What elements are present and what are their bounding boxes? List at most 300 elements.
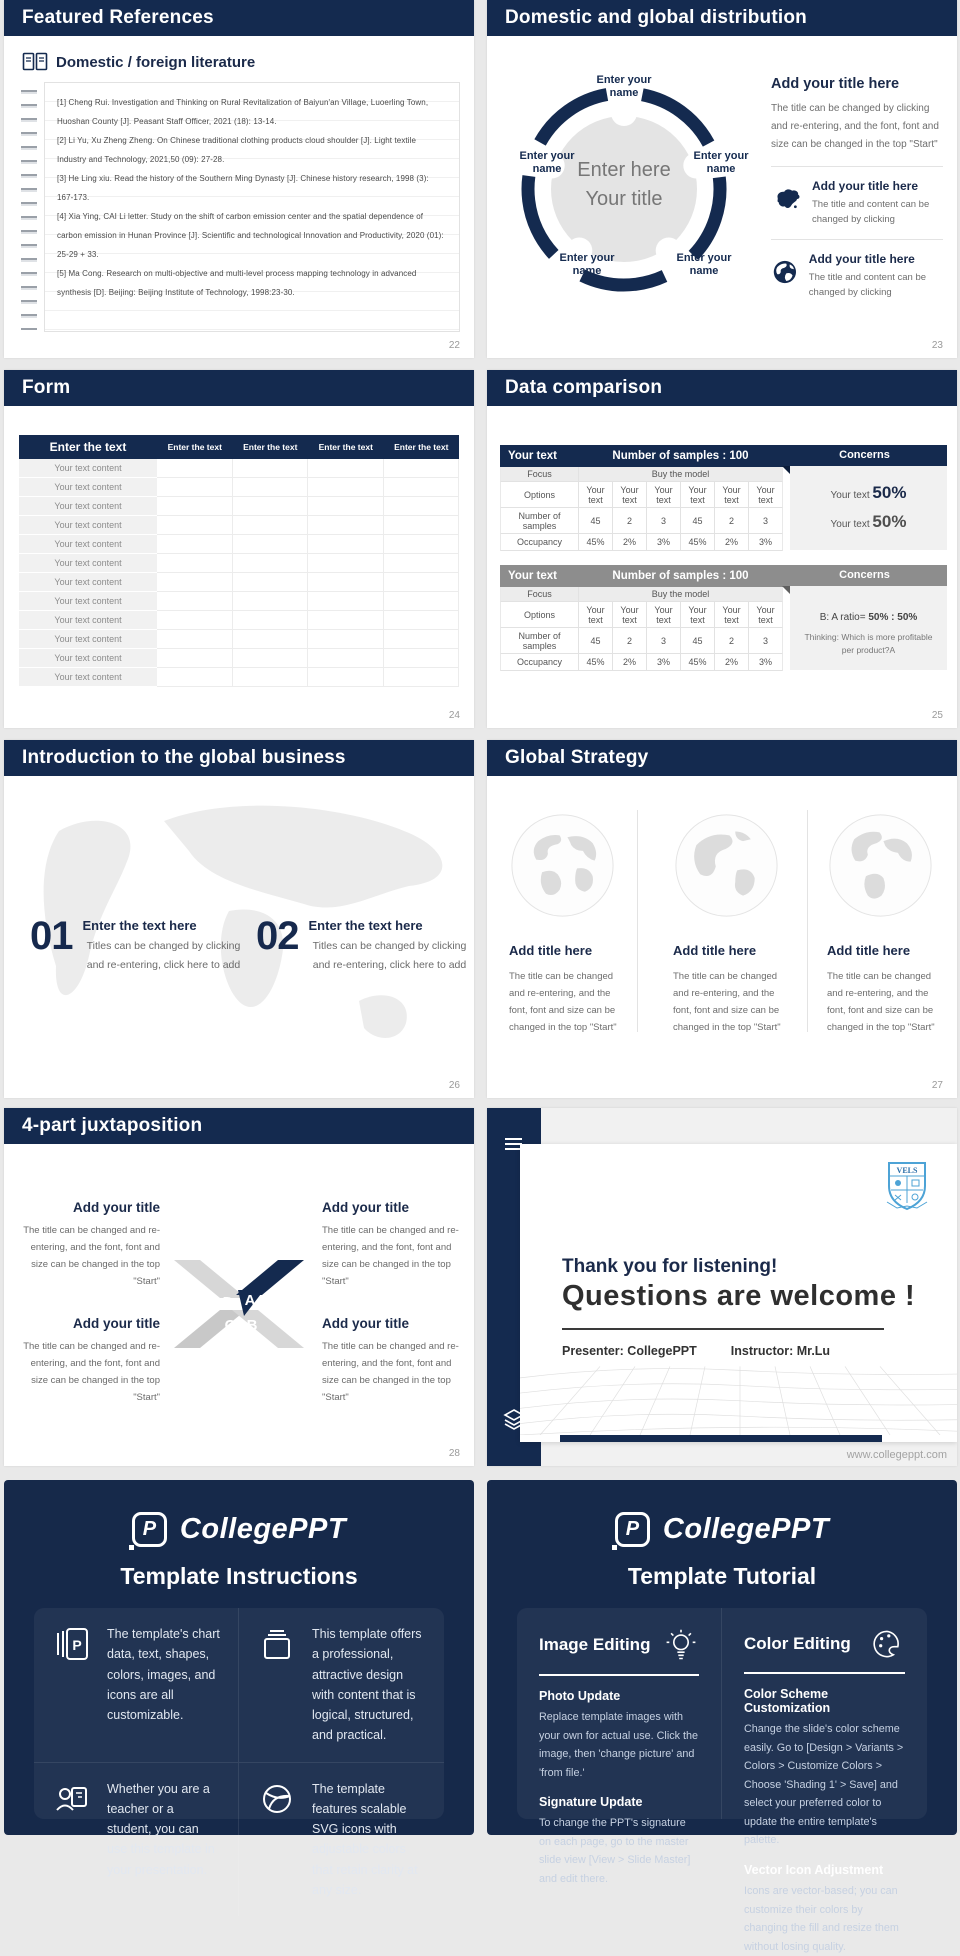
references-box — [44, 82, 460, 332]
thanks-line: Thank you for listening! — [562, 1256, 778, 1277]
tip-body: Replace template images with your own for actual use. Click the image, then 'change picture' and 'from file.' — [539, 1711, 699, 1779]
row-label-cell: Your text content — [19, 554, 157, 573]
table-row — [500, 628, 783, 654]
item-body: Titles can be changed by clicking and re-entering, click here to add — [312, 940, 467, 971]
table-row — [500, 508, 783, 534]
block-body: The title can be changed and re-entering, and the font, font and size can be changed in the top "Start" — [322, 1341, 459, 1403]
globe-icon — [827, 812, 934, 919]
empty-cell — [308, 649, 384, 668]
title-card — [520, 1144, 957, 1442]
empty-cell — [157, 478, 233, 497]
row-label-cell: Your text content — [19, 611, 157, 630]
row-label-cell: Your text content — [19, 535, 157, 554]
table-row — [19, 478, 459, 497]
cell: Your text — [756, 484, 775, 505]
table-row — [19, 630, 459, 649]
empty-cell — [157, 592, 233, 611]
concerns-header: Concerns — [782, 445, 947, 466]
brand-college: College — [179, 1513, 289, 1545]
row-label-cell: Your text content — [19, 459, 157, 478]
table-row — [19, 573, 459, 592]
teacher-icon — [52, 1779, 92, 1819]
brand-ppt: PPT — [288, 1513, 347, 1545]
quadrant-letter: C — [224, 1317, 236, 1334]
cell: Your text — [613, 602, 647, 627]
empty-cell — [233, 459, 309, 478]
x-ribbon-graphic — [172, 1258, 306, 1350]
strategy-column — [651, 812, 801, 1036]
diagram-label: Enter your name — [519, 150, 575, 175]
tip-title: Color Scheme Customization — [744, 1687, 831, 1715]
cell: 2 — [613, 508, 647, 533]
cell: 45% — [681, 654, 715, 670]
block-heading: Add your title — [73, 1200, 160, 1215]
slide-title-bar — [4, 1108, 474, 1144]
empty-cell — [157, 649, 233, 668]
block-heading: Add your title — [73, 1316, 160, 1331]
feature-cards — [34, 1608, 444, 1897]
bulb-icon — [663, 1626, 699, 1664]
tip-body: Icons are vector-based; you can customize their colors by changing the fill and resize them without losing quality. — [744, 1884, 899, 1953]
concerns-header: Concerns — [782, 565, 947, 586]
underline-rule — [744, 1672, 905, 1674]
block-body: The title can be changed and re-entering, and the font, font and size can be changed in the top "Start" — [23, 1225, 160, 1287]
cell: 3% — [647, 654, 681, 670]
panel-template-instructions — [4, 1480, 474, 1897]
ribbon-fold — [782, 466, 790, 474]
text-block — [18, 1316, 160, 1406]
empty-cell — [384, 592, 460, 611]
empty-cell — [308, 592, 384, 611]
cell: Buy the model — [651, 589, 710, 599]
concern-label: Your text — [830, 490, 870, 501]
concerns-body — [790, 586, 947, 670]
globe-icon — [771, 252, 799, 292]
strategy-column — [805, 812, 955, 1036]
cell: Your text — [647, 602, 681, 627]
school-badge — [885, 1160, 929, 1214]
slide-domestic-global-distribution[interactable] — [487, 0, 957, 358]
slide-title: Form — [22, 377, 71, 398]
block-heading: Add your title — [322, 1200, 409, 1215]
brand-p-icon: P — [132, 1512, 167, 1547]
table-row — [19, 611, 459, 630]
row-label-cell: Your text content — [19, 630, 157, 649]
diagram-center-text — [499, 156, 749, 214]
page-number: 26 — [448, 1080, 460, 1091]
diagram-label: Enter your name — [676, 252, 732, 277]
empty-cell — [233, 630, 309, 649]
empty-cell — [233, 535, 309, 554]
cell: Your text — [681, 482, 715, 507]
column-body: The title can be changed and re-entering, and the font, font and size can be changed in the top "Start" — [673, 971, 781, 1033]
slide-global-business-intro[interactable] — [4, 740, 474, 1098]
cell: 45 — [579, 628, 613, 653]
empty-cell — [233, 516, 309, 535]
cell: 3 — [762, 515, 768, 526]
row-label: Occupancy — [501, 534, 579, 550]
slide-title: Introduction to the global business — [22, 747, 346, 768]
row-label: Focus — [501, 467, 579, 481]
diagram-label: Enter your name — [693, 150, 749, 175]
brand-name — [663, 1513, 829, 1546]
column-heading: Add title here — [673, 943, 757, 958]
row-label-cell: Your text content — [19, 516, 157, 535]
table-row — [500, 534, 783, 551]
concerns-box-2 — [790, 565, 947, 670]
slide-title-bar — [4, 370, 474, 406]
cell: 2 — [715, 508, 749, 533]
page-number: 24 — [448, 710, 460, 721]
row-label: Number of samples — [501, 628, 579, 653]
item-heading: Add your title here — [808, 252, 915, 266]
slide-title-bar — [487, 0, 957, 36]
brand-college: College — [662, 1513, 772, 1545]
table-row — [19, 649, 459, 668]
strategy-column — [487, 812, 637, 1036]
row-label: Occupancy — [501, 654, 579, 670]
reference-item: [1] Cheng Rui. Investigation and Thinking on Rural Revitalization of Baiyun'an Village, Luoerling Town, Huoshan County [J]. Peasant Staff Officer, 2021 (18): 13-14. — [57, 98, 429, 126]
quadrant-letter: D — [222, 1294, 234, 1311]
column-divider — [637, 810, 638, 1032]
cell: 45% — [579, 534, 613, 550]
concern-value: 50% — [872, 512, 907, 531]
cell: Your text — [715, 602, 749, 627]
empty-cell — [157, 668, 233, 687]
tip-body: To change the PPT's signature on each page, go to the master slide view [View > Slide Master] and edit there. — [539, 1817, 691, 1885]
list-item — [771, 179, 943, 227]
concern-label: Your text — [830, 519, 870, 530]
row-label: Options — [501, 482, 579, 507]
table-row — [19, 535, 459, 554]
panel-heading: Template Instructions — [120, 1563, 358, 1589]
website-link[interactable]: www.collegeppt.com — [846, 1449, 947, 1461]
empty-cell — [308, 611, 384, 630]
cell: Your text — [579, 482, 613, 507]
column-header: Enter the text — [394, 442, 449, 452]
reference-item: [5] Ma Cong. Research on multi-objective and multi-level process mapping technology in advanced synthesis [D]. Beijing: Beijing Institute of Technology, 1998:23-30. — [57, 269, 417, 297]
cell: 3 — [647, 628, 681, 653]
empty-cell — [308, 554, 384, 573]
cell: 45% — [579, 654, 613, 670]
wireframe-mesh — [520, 1355, 957, 1435]
empty-cell — [384, 516, 460, 535]
brand-name — [180, 1513, 346, 1546]
empty-cell — [308, 459, 384, 478]
table-header-row — [500, 565, 783, 587]
table-name: Your text — [508, 450, 557, 462]
tip-title: Signature Update — [539, 1795, 643, 1810]
diagram-center-line1: Enter here — [577, 159, 671, 181]
cell: 2% — [613, 654, 647, 670]
divider — [771, 239, 943, 240]
block-body: The title can be changed and re-entering, and the font, font and size can be changed in the top "Start" — [322, 1225, 459, 1287]
numbered-item — [30, 916, 245, 975]
cell: 2 — [715, 628, 749, 653]
item-body: The title and content can be changed by clicking — [812, 199, 930, 225]
slide-title-bar — [487, 370, 957, 406]
empty-cell — [308, 497, 384, 516]
section-heading-label: Domestic / foreign literature — [56, 53, 256, 71]
cell: Your text — [715, 482, 749, 507]
feature-text: This template offers a professional, attractive design with content that is logical, structured, and practical. — [312, 1627, 422, 1743]
svg-text:P: P — [72, 1637, 82, 1653]
block-heading: Add your title — [322, 1316, 409, 1331]
book-icon — [22, 52, 48, 72]
empty-cell — [157, 611, 233, 630]
concerns-box-1 — [790, 445, 947, 550]
text-block — [18, 1200, 160, 1290]
presenter-label: Presenter: CollegePPT — [562, 1344, 697, 1358]
empty-cell — [157, 535, 233, 554]
table-row — [500, 654, 783, 671]
cell: 45 — [681, 628, 715, 653]
tutorial-columns — [517, 1608, 927, 1953]
empty-cell — [384, 630, 460, 649]
feature-card — [34, 1608, 239, 1763]
spiral-binding — [21, 90, 37, 330]
block-heading: Add your title here — [771, 76, 900, 92]
empty-cell — [384, 573, 460, 592]
row-label: Number of samples — [501, 508, 579, 533]
list-item — [771, 252, 943, 300]
item-body: The title and content can be changed by clicking — [808, 272, 927, 298]
page-number: 23 — [931, 340, 943, 351]
text-block — [322, 1316, 464, 1406]
feature-text: The template features scalable SVG icons with adjustable colors that retain clarity at any size. — [312, 1781, 418, 1897]
reference-item: [3] He Ling xiu. Read the history of the Southern Ming Dynasty [J]. Chinese history research, 1998 (3): 167-173. — [57, 174, 429, 202]
cell: Your text — [647, 482, 681, 507]
empty-cell — [233, 478, 309, 497]
circular-diagram — [499, 64, 749, 314]
slide-title: Data comparison — [505, 377, 663, 398]
row-label-cell: Your text content — [19, 497, 157, 516]
cell: 45% — [681, 534, 715, 550]
ribbon-fold — [782, 586, 790, 594]
slide-title-bar — [487, 740, 957, 776]
empty-cell — [157, 554, 233, 573]
section-heading — [22, 52, 255, 72]
table-row — [19, 668, 459, 687]
reference-item: [2] Li Yu, Xu Zheng Zheng. On Chinese traditional clothing products cloud shoulder [J]. Light textile Industry and Technology, 2021,50 (09): 27-28. — [57, 136, 417, 164]
empty-cell — [384, 535, 460, 554]
page-number: 25 — [931, 710, 943, 721]
column-body: The title can be changed and re-entering, and the font, font and size can be changed in the top "Start" — [827, 971, 935, 1033]
cell: 45 — [681, 508, 715, 533]
globe-icon — [509, 812, 616, 919]
column-header: Enter the text — [318, 442, 373, 452]
concerns-body — [790, 466, 947, 550]
table-row — [19, 516, 459, 535]
feature-card — [239, 1763, 444, 1917]
ratio-prefix: B: A ratio= — [819, 612, 869, 623]
empty-cell — [157, 516, 233, 535]
empty-cell — [384, 497, 460, 516]
dribbble-icon — [257, 1779, 297, 1819]
cell: 2% — [613, 534, 647, 550]
empty-cell — [308, 668, 384, 687]
table-row — [500, 587, 783, 602]
accent-bar — [560, 1435, 882, 1442]
empty-cell — [233, 592, 309, 611]
slide-title: 4-part juxtaposition — [22, 1115, 203, 1136]
diagram-label: Enter your name — [559, 252, 615, 277]
empty-cell — [308, 535, 384, 554]
cell: 3% — [647, 534, 681, 550]
cell: Your text — [613, 482, 647, 507]
slide-featured-references[interactable] — [4, 0, 474, 358]
feature-card — [34, 1763, 239, 1917]
slide-4part-juxtaposition[interactable] — [4, 1108, 474, 1466]
table-samples-title: Number of samples : 100 — [612, 450, 749, 462]
row-label: Options — [501, 602, 579, 627]
empty-cell — [233, 668, 309, 687]
slide-title: Featured References — [22, 7, 214, 28]
quadrant-letter: B — [246, 1317, 258, 1334]
table-samples-title: Number of samples : 100 — [612, 570, 749, 582]
table-row — [500, 482, 783, 508]
table-name: Your text — [508, 570, 557, 582]
right-text-column — [771, 76, 943, 300]
underline-rule — [539, 1674, 699, 1676]
slide-form[interactable] — [4, 370, 474, 728]
table-row — [19, 592, 459, 611]
column-header: Enter the text — [243, 442, 298, 452]
row-label-cell: Your text content — [19, 478, 157, 497]
block-body: The title can be changed and re-entering, and the font, font and size can be changed in the top "Start" — [23, 1341, 160, 1403]
cell: 2% — [715, 654, 749, 670]
row-label-cell: Your text content — [19, 592, 157, 611]
empty-cell — [384, 611, 460, 630]
item-heading: Enter the text here — [308, 918, 423, 933]
empty-cell — [308, 516, 384, 535]
row-label-cell: Your text content — [19, 573, 157, 592]
feature-card — [239, 1608, 444, 1763]
instructor-label: Instructor: Mr.Lu — [730, 1344, 831, 1358]
reference-item: [4] Xia Ying, CAI Li letter. Study on the shift of carbon emission center and the spatial dependence of carbon emission in Hunan Province [J]. Scientific and technological Innovation and Productivity, 2020 (01): 25-29 + 33. — [57, 212, 444, 259]
cell: Your text — [756, 604, 775, 625]
page-number: 22 — [448, 340, 460, 351]
column-heading: Add title here — [509, 943, 593, 958]
empty-cell — [157, 459, 233, 478]
empty-cell — [233, 649, 309, 668]
empty-cell — [308, 573, 384, 592]
table-row — [500, 602, 783, 628]
globe-icon — [673, 812, 780, 919]
item-number: 01 — [30, 914, 73, 958]
brand-p-icon: P — [615, 1512, 650, 1547]
row-label-cell: Your text content — [19, 668, 157, 687]
column-header: Enter the text — [167, 442, 222, 452]
quadrant-letter: A — [244, 1292, 256, 1309]
empty-cell — [384, 649, 460, 668]
slide-title-bar — [4, 740, 474, 776]
table-row — [500, 467, 783, 482]
divider — [771, 166, 943, 167]
cell: Your text — [579, 602, 613, 627]
empty-cell — [233, 554, 309, 573]
underline-rule — [562, 1328, 884, 1330]
column-heading: Add title here — [827, 943, 911, 958]
page-number: 28 — [448, 1448, 460, 1459]
comparison-table-2 — [500, 565, 783, 671]
cell: 3 — [647, 508, 681, 533]
cell: Buy the model — [651, 469, 710, 479]
slide-title: Domestic and global distribution — [505, 7, 807, 28]
cell: Your text — [681, 602, 715, 627]
archive-icon — [257, 1624, 297, 1664]
concern-note: Thinking: Which is more profitable per product?A — [804, 632, 933, 655]
ratio-value: 50% : 50% — [868, 612, 918, 623]
cell: 3% — [758, 537, 772, 547]
diagram-label: Enter your name — [596, 74, 652, 99]
empty-cell — [384, 668, 460, 687]
feature-text: Whether you are a teacher or a student, you can use this template in your presentation. — [107, 1781, 215, 1877]
slide-data-comparison[interactable] — [487, 370, 957, 728]
slide-global-strategy[interactable] — [487, 740, 957, 1098]
item-heading: Add your title here — [812, 179, 919, 193]
tutorial-section — [722, 1608, 927, 1953]
tip-title: Vector Icon Adjustment — [744, 1862, 884, 1877]
cell: 2% — [715, 534, 749, 550]
empty-cell — [384, 554, 460, 573]
diagram-center-line2: Your title — [585, 188, 663, 210]
section-heading: Color Editing — [744, 1634, 851, 1653]
brand-logo — [487, 1480, 957, 1547]
empty-cell — [233, 573, 309, 592]
empty-cell — [308, 630, 384, 649]
brand-logo — [4, 1480, 474, 1547]
palette-icon — [869, 1626, 905, 1662]
tutorial-section — [517, 1608, 722, 1885]
brand-ppt: PPT — [771, 1513, 830, 1545]
item-body: Titles can be changed by clicking and re-entering, click here to add — [86, 940, 241, 971]
empty-cell — [384, 478, 460, 497]
empty-cell — [233, 497, 309, 516]
slide-title: Global Strategy — [505, 747, 649, 768]
section-heading: Image Editing — [539, 1635, 651, 1654]
empty-cell — [233, 611, 309, 630]
panel-heading: Template Tutorial — [627, 1563, 817, 1589]
slide-title-bar — [4, 0, 474, 36]
china-map-icon — [771, 179, 802, 219]
column-body: The title can be changed and re-entering, and the font, font and size can be changed in the top "Start" — [509, 971, 617, 1033]
comparison-table-1 — [500, 445, 783, 551]
row-label: Focus — [501, 587, 579, 601]
numbered-item — [256, 916, 471, 975]
row-label-cell: Your text content — [19, 649, 157, 668]
empty-cell — [157, 573, 233, 592]
table-header-row — [500, 445, 783, 467]
table-row — [19, 497, 459, 516]
cell: 3 — [762, 635, 768, 646]
table-header-row — [19, 435, 459, 459]
empty-cell — [157, 497, 233, 516]
page-number: 27 — [931, 1080, 943, 1091]
feature-text: The template's chart data, text, shapes, colors, images, and icons are all customizable. — [107, 1627, 220, 1722]
block-body: The title can be changed by clicking and re-entering, and the font, font and size can be changed in the top "Start" — [771, 103, 939, 150]
item-number: 02 — [256, 914, 299, 958]
panel-template-tutorial — [487, 1480, 957, 1953]
slide-thank-you[interactable] — [487, 1108, 957, 1466]
cell: 3% — [758, 657, 772, 667]
tip-title: Photo Update — [539, 1689, 621, 1703]
cell: 45 — [579, 508, 613, 533]
concern-value: 50% — [872, 483, 907, 502]
tip-body: Change the slide's color scheme easily. Go to [Design > Variants > Colors > Customize Colors > Choose 'Shading 1' > Save] and select your preferred color to update the entire template's palette. — [744, 1723, 904, 1847]
form-table — [19, 435, 459, 687]
empty-cell — [384, 459, 460, 478]
